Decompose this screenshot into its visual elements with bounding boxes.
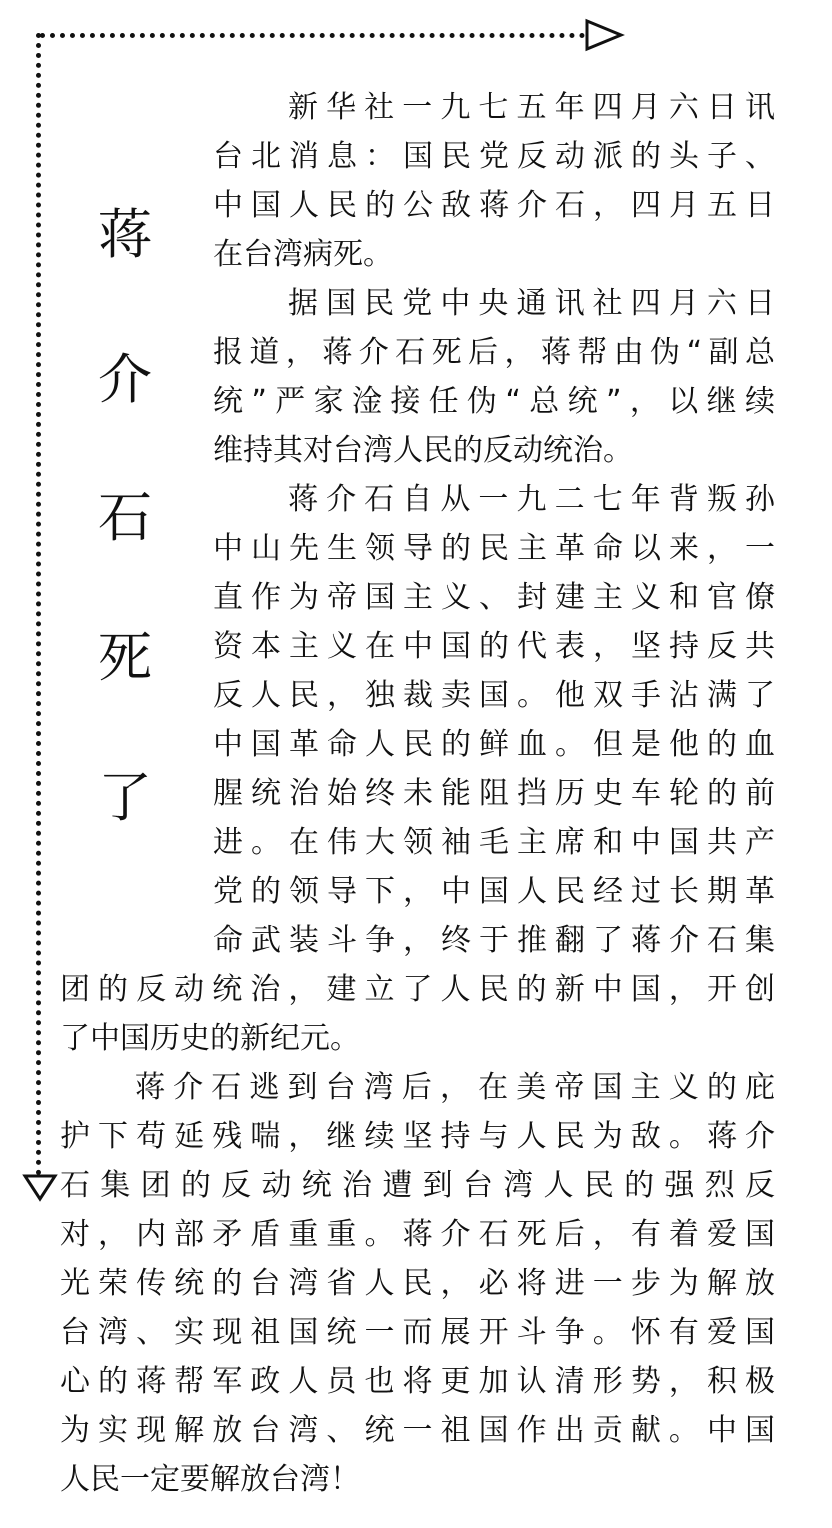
right-triangle-arrow-icon [583, 18, 625, 52]
article-line: 直作为帝国主义、封建主义和官僚 [213, 580, 775, 615]
article-line: 台湾、实现祖国统一而展开斗争。怀有爱国 [60, 1315, 775, 1350]
headline-char: 石 [98, 486, 152, 549]
article-line: 蒋介石自从一九二七年背叛孙 [288, 482, 775, 517]
article-line: 党的领导下，中国人民经过长期革 [213, 874, 775, 909]
dotted-line-left [36, 33, 41, 1176]
headline-char: 介 [98, 348, 152, 411]
article-line: 光荣传统的台湾省人民，必将进一步为解放 [60, 1266, 775, 1301]
article-line: 报道，蒋介石死后，蒋帮由伪“副总 [213, 335, 775, 370]
article-line: 蒋介石逃到台湾后，在美帝国主义的庇 [135, 1070, 775, 1105]
article-line: 反人民，独裁卖国。他双手沾满了 [213, 678, 775, 713]
article-line: 了中国历史的新纪元。 [60, 1021, 360, 1056]
article-line: 护下苟延残喘，继续坚持与人民为敌。蒋介 [60, 1119, 775, 1154]
article-line: 为实现解放台湾、统一祖国作出贡献。中国 [60, 1413, 775, 1448]
article-line: 资本主义在中国的代表，坚持反共 [213, 629, 775, 664]
article-line: 新华社一九七五年四月六日讯 [288, 90, 775, 125]
article-line: 据国民党中央通讯社四月六日 [288, 286, 775, 321]
article-line: 统”严家淦接任伪“总统”，以继续 [213, 384, 775, 419]
article-line: 腥统治始终未能阻挡历史车轮的前 [213, 776, 775, 811]
article-line: 维持其对台湾人民的反动统治。 [213, 433, 633, 468]
article-line: 中国人民的公敌蒋介石，四月五日 [213, 188, 775, 223]
article-line: 命武装斗争，终于推翻了蒋介石集 [213, 923, 775, 958]
headline-char: 蒋 [98, 203, 152, 266]
article-line: 团的反动统治，建立了人民的新中国，开创 [60, 972, 775, 1007]
headline-char: 死 [98, 626, 152, 689]
article-line: 心的蒋帮军政人员也将更加认清形势，积极 [60, 1364, 775, 1399]
headline-char: 了 [98, 766, 152, 829]
article-line: 在台湾病死。 [213, 237, 393, 272]
down-triangle-arrow-icon [22, 1172, 58, 1202]
article-line: 石集团的反动统治遭到台湾人民的强烈反 [60, 1168, 775, 1203]
article-line: 人民一定要解放台湾！ [60, 1462, 360, 1497]
article-line: 中山先生领导的民主革命以来，一 [213, 531, 775, 566]
article-line: 台北消息：国民党反动派的头子、 [213, 139, 775, 174]
article-line: 中国革命人民的鲜血。但是他的血 [213, 727, 775, 762]
article-line: 对，内部矛盾重重。蒋介石死后，有着爱国 [60, 1217, 775, 1252]
article-line: 进。在伟大领袖毛主席和中国共产 [213, 825, 775, 860]
dotted-line-top [40, 33, 585, 38]
